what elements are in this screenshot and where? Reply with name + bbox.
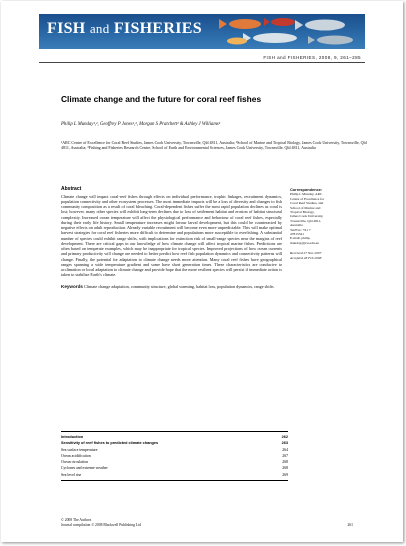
journal-banner <box>39 14 365 49</box>
page-number: 261 <box>347 522 353 527</box>
page-footer <box>61 518 353 527</box>
journal-title <box>47 20 202 38</box>
compilation-notice: Journal compilation © 2008 Blackwell Publishing Ltd <box>61 522 142 527</box>
correspondence-line: Tel/Fax: +61 7 <box>290 227 311 232</box>
toc-item[interactable] <box>61 472 288 478</box>
toc-label: Sea surface temperature <box>61 447 98 452</box>
journal-title-word1: FISH <box>47 20 86 37</box>
toc-label: Cyclones and extreme weather <box>61 466 108 471</box>
keywords <box>61 284 282 289</box>
fish-illustration-icon <box>215 14 365 49</box>
toc-label: Ocean circulation <box>61 460 88 465</box>
toc-page: 269 <box>282 472 288 477</box>
contents-top-rule <box>61 431 288 432</box>
accepted-date: Accepted 28 Feb 2008 <box>290 255 322 260</box>
author-affiliations: ¹ARC Centre of Excellence for Coral Reef Studies, James Cook University, Townsville, Qld 4811, Australia; ²School of Marine and Tropical Biology, James Cook University, Townsville, Qld 4811, Australia; ³Fishing and Fisheries Research Centre, School of Earth and Environmental Sciences, James Cook University, Townsville, Qld 4811, Australia <box>61 140 367 151</box>
correspondence-line: Tropical Biology, <box>290 210 315 215</box>
toc-page: 264 <box>282 447 288 452</box>
received-date: Received 27 Nov 2007 <box>290 251 322 256</box>
toc-label: Sensitivity of reef fishes to predicted climate changes <box>61 441 159 446</box>
correspondence-line: Coral Reef Studies, and <box>290 201 324 206</box>
journal-page <box>1 1 403 542</box>
correspondence-line: Philip L Munday, ARC <box>290 192 323 197</box>
correspondence-line: 47815341 <box>290 232 304 237</box>
article-authors: Philip L Munday¹,², Geoffrey P Jones¹,², Morgan S Pratchett² & Ashley J Williams³ <box>61 122 221 127</box>
toc-page: 262 <box>281 435 288 439</box>
article-title: Climate change and the future for coral reef fishes <box>61 94 262 104</box>
correspondence-email[interactable]: munday@jcu.edu.au <box>290 240 319 245</box>
toc-label: Ocean acidification <box>61 453 91 458</box>
correspondence-line: Centre of Excellence for <box>290 196 325 201</box>
journal-title-word2: FISHERIES <box>113 20 202 37</box>
toc-label: Introduction <box>61 435 84 439</box>
toc-page: 267 <box>282 453 288 458</box>
abstract-heading: Abstract <box>61 186 82 192</box>
correspondence-block <box>290 188 342 260</box>
keywords-heading: Keywords <box>61 283 83 289</box>
copyright-notice: © 2008 The Authors <box>61 518 92 522</box>
contents-bottom-rule <box>61 480 288 481</box>
correspondence-heading: Correspondence: <box>290 187 323 192</box>
toc-page: 268 <box>282 460 288 465</box>
journal-title-and: and <box>89 21 110 36</box>
toc-label: Sea level rise <box>61 472 82 477</box>
correspondence-line: Townsville, Qld 4811, <box>290 218 322 223</box>
journal-citation: FISH and FISHERIES, 2008, 9, 261–285 <box>263 55 361 60</box>
correspondence-email[interactable]: E-mail: philip. <box>290 236 311 241</box>
header-divider <box>39 62 365 63</box>
correspondence-line: Australia <box>290 223 303 228</box>
keywords-text: Climate change adaptation, community structure, global warming, habitat loss, population dynamics, range shifts <box>84 283 274 289</box>
table-of-contents <box>61 431 288 483</box>
correspondence-line: School of Marine and <box>290 205 321 210</box>
abstract-section <box>61 186 282 289</box>
toc-page: 263 <box>281 441 288 446</box>
abstract-text: Climate change will impact coral-reef fishes through effects on individual performance, trophic linkages, recruitment dynamics, population connectivity and other ecosystem processes. The most immediate impacts will be a loss of diversity and changes to fish community composition as a result of coral bleaching. Coral-dependent fishes suffer the most rapid population declines as coral is lost; however, many other species will exhibit long-term declines due to loss of settlement habitat and erosion of habitat structural complexity. Increased ocean temperature will affect the physiological performance and behaviour of coral reef fishes, especially during their early life history. Small temperature increases might favour larval development, but this could be counteracted by negative effects on adult reproduction. Already variable recruitment will become even more unpredictable. This will make optimal harvest strategies for coral reef fisheries more difficult to determine and populations more susceptible to overfishing. A substantial number of species could exhibit range shifts, with implications for extinction risk of small-range species near the margins of reef development. There are critical gaps in our knowledge of how climate change will affect tropical marine fishes. Predictions are often based on temperate examples, which may be inappropriate for tropical species. Improved projections of how ocean currents and primary productivity will change are needed to better predict how reef fish population dynamics and connectivity patterns will change. Finally, the potential for adaptation to climate change needs more attention. Many coral reef fishes have geographical ranges spanning a wide temperature gradient and some have short generation times. These characteristics are conducive to acclimation or local adaptation to climate change and provide hope that the more resilient species will persist if immediate action is taken to stabilize Earth's climate. <box>61 193 282 278</box>
correspondence-line: James Cook University, <box>290 214 324 219</box>
toc-page: 268 <box>282 466 288 471</box>
